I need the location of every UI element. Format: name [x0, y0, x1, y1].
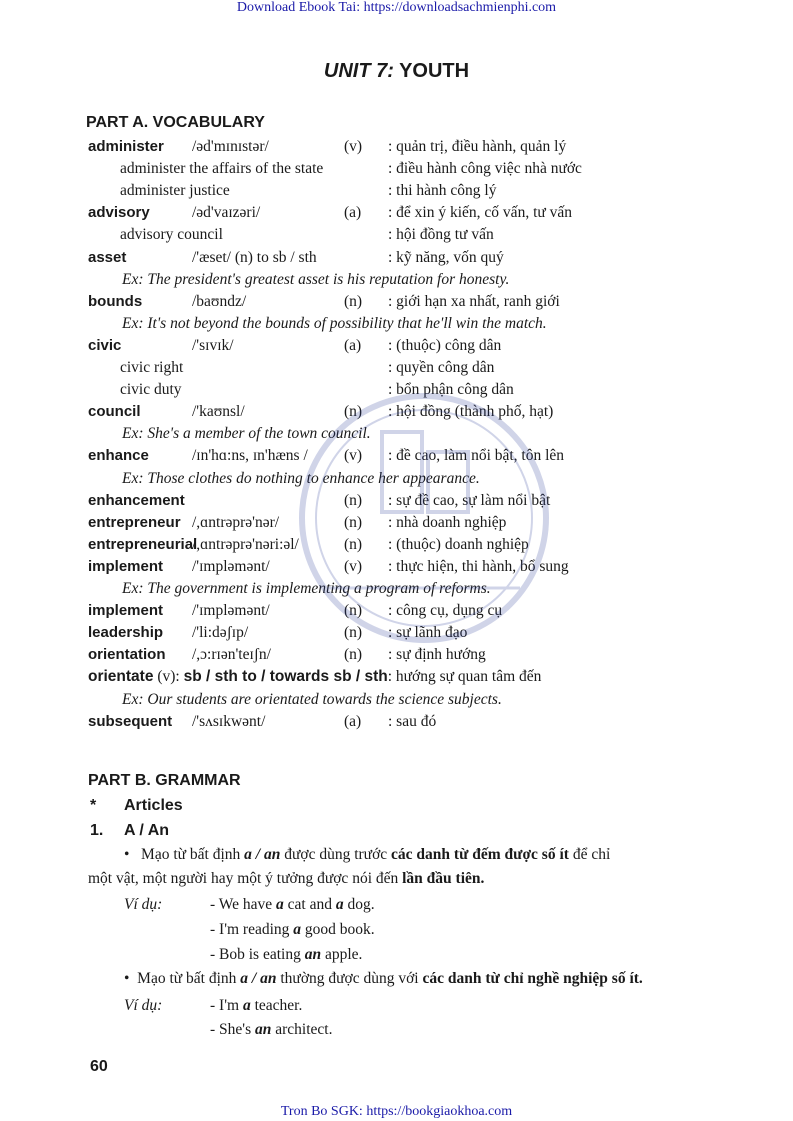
vocab-meaning: : kỹ năng, vốn quý: [388, 249, 504, 266]
vocab-meaning: : hội đồng tư vấn: [388, 226, 494, 243]
vocab-word-class: (n): [344, 646, 363, 663]
vocab-phonetic: /əd'mɪnɪstər/: [192, 138, 269, 155]
vocab-phrase-row: [0, 182, 793, 204]
vocab-phrase-row: [0, 160, 793, 182]
vocab-example: Ex: The president's greatest asset is his reputation for honesty.: [122, 271, 510, 288]
example-label-1: Ví dụ:: [124, 896, 163, 913]
vocab-word: implement: [88, 602, 164, 619]
vocab-word: civic: [88, 337, 122, 354]
part-a-heading: PART A. VOCABULARY: [86, 114, 265, 131]
vocab-meaning: : nhà doanh nghiệp: [388, 514, 507, 531]
unit-title-name: YOUTH: [399, 60, 470, 82]
section-title: A / An: [124, 822, 170, 839]
vocab-example: Ex: It's not beyond the bounds of possibility that he'll win the match.: [122, 315, 547, 332]
vocab-word-class: (a): [344, 337, 362, 354]
vocab-phrase: civic right: [120, 359, 184, 376]
vocab-phonetic: /'ɪmpləmənt/: [192, 602, 270, 619]
vocab-entry: [88, 668, 541, 686]
vocab-meaning: : quản trị, điều hành, quản lý: [388, 138, 567, 155]
vocab-meaning: : để xin ý kiến, cố vấn, tư vấn: [388, 204, 573, 221]
vocab-meaning: : công cụ, dụng cụ: [388, 602, 503, 619]
vocab-word-class: (n): [344, 293, 363, 310]
vocab-word: enhancement: [88, 492, 185, 509]
vocab-word-class: (n): [344, 624, 363, 641]
vocab-word: asset: [88, 249, 127, 266]
vocab-meaning: : hướng sự quan tâm đến: [387, 668, 542, 685]
vocab-meaning: : đề cao, làm nổi bật, tôn lên: [388, 447, 565, 464]
vocab-phonetic: /ɪn'hɑ:ns, ɪn'hæns /: [192, 447, 308, 464]
vocab-phonetic: /'kaʊnsl/: [192, 403, 245, 420]
vocab-word-class: (n): [344, 514, 363, 531]
vocab-entry: [0, 204, 793, 226]
vocab-word: orientate: [88, 668, 154, 685]
vocab-word: bounds: [88, 293, 143, 310]
vocab-entry: [0, 138, 793, 160]
vocab-word: implement: [88, 558, 164, 575]
vocab-meaning: : sự đề cao, sự làm nổi bật: [388, 492, 551, 509]
vocab-meaning: : (thuộc) công dân: [388, 337, 502, 354]
vocab-meaning: : quyền công dân: [388, 359, 495, 376]
vocab-word: entrepreneur: [88, 514, 181, 531]
vocab-entry: [0, 713, 793, 735]
vocab-phonetic: /,ɔ:rɪən'teɪʃn/: [192, 646, 271, 663]
unit-title-prefix: UNIT 7:: [323, 60, 394, 82]
vocab-meaning: : sự lãnh đạo: [388, 624, 468, 641]
example-1-1: - We have a cat and a dog.: [210, 896, 375, 913]
vocab-meaning: : thi hành công lý: [388, 182, 497, 199]
vocab-phrase: civic duty: [120, 381, 182, 398]
bullet-1-line-2: một vật, một người hay một ý tưởng được nói đến lần đầu tiên.: [88, 870, 485, 887]
vocab-phrase: advisory council: [120, 226, 223, 243]
vocab-phonetic: /əd'vaɪzəri/: [192, 204, 261, 221]
vocab-collocation: sb / sth to / towards sb / sth: [183, 668, 388, 685]
vocab-meaning: : sự định hướng: [388, 646, 486, 663]
unit-title: [0, 60, 793, 83]
vocab-meaning: : (thuộc) doanh nghiệp: [388, 536, 529, 553]
vocab-example: Ex: Our students are orientated towards the science subjects.: [122, 691, 502, 708]
vocab-word-class: (a): [344, 204, 362, 221]
articles-subheading: Articles: [124, 797, 183, 814]
vocab-example: Ex: She's a member of the town council.: [122, 425, 371, 442]
vocab-word-class: (v): [344, 447, 363, 464]
vocab-meaning: : sau đó: [388, 713, 437, 730]
vocab-example: Ex: Those clothes do nothing to enhance her appearance.: [122, 470, 480, 487]
vocab-meaning: : điều hành công việc nhà nước: [388, 160, 582, 177]
vocab-word: orientation: [88, 646, 166, 663]
vocab-meaning: : hội đồng (thành phố, hạt): [388, 403, 554, 420]
vocab-word-class: (n): [344, 403, 363, 420]
vocab-word: subsequent: [88, 713, 173, 730]
vocab-phrase: administer the affairs of the state: [120, 160, 324, 177]
vocab-entry: [0, 646, 793, 668]
section-number: 1.: [90, 822, 104, 839]
vocab-word: enhance: [88, 447, 149, 464]
vocab-word-class: (v): [344, 558, 363, 575]
vocab-entry: [0, 293, 793, 315]
vocab-meaning: : bổn phận công dân: [388, 381, 514, 398]
vocab-phrase-row: [0, 359, 793, 381]
vocab-word: council: [88, 403, 141, 420]
vocab-phonetic: /,ɑntrəprə'nəri:əl/: [192, 536, 299, 553]
vocab-phonetic: /,ɑntrəprə'nər/: [192, 514, 280, 531]
sgk-link[interactable]: Tron Bo SGK: https://bookgiaokhoa.com: [280, 1104, 513, 1119]
vocab-meaning: : thực hiện, thi hành, bổ sung: [388, 558, 569, 575]
example-label-2: Ví dụ:: [124, 997, 163, 1014]
example-1-3: - Bob is eating an apple.: [210, 946, 363, 963]
example-1-2: - I'm reading a good book.: [210, 921, 375, 938]
vocab-phonetic: /'ɪmpləmənt/: [192, 558, 270, 575]
vocab-phonetic: /'li:dəʃɪp/: [192, 624, 249, 641]
vocab-phonetic: /'æset/ (n) to sb / sth: [192, 249, 317, 266]
page-number: 60: [90, 1058, 108, 1075]
vocab-word-class: (a): [344, 713, 362, 730]
vocab-word: leadership: [88, 624, 164, 641]
vocab-word-class: (v): [344, 138, 363, 155]
vocab-word: advisory: [88, 204, 150, 221]
vocab-word: entrepreneurial: [88, 536, 198, 553]
vocab-phonetic: /'sɪvɪk/: [192, 337, 234, 354]
vocab-entry: [0, 337, 793, 359]
vocab-word-class: (n): [344, 492, 363, 509]
vocab-phrase: administer justice: [120, 182, 230, 199]
bullet-1-line-1: • Mạo từ bất định a / an được dùng trước các danh từ đếm được số ít để chỉ: [124, 846, 611, 863]
part-b-heading: PART B. GRAMMAR: [88, 772, 241, 789]
star-bullet: *: [90, 797, 97, 814]
vocab-word: administer: [88, 138, 164, 155]
vocab-word-class: (n): [344, 602, 363, 619]
example-2-1: - I'm a teacher.: [210, 997, 303, 1014]
vocab-phonetic: /'sʌsɪkwənt/: [192, 713, 266, 730]
bullet-2: • Mạo từ bất định a / an thường được dùng với các danh từ chỉ nghề nghiệp số ít.: [124, 970, 643, 987]
vocab-meaning: : giới hạn xa nhất, ranh giới: [388, 293, 560, 310]
vocab-word-class: (v):: [153, 668, 184, 685]
download-link[interactable]: Download Ebook Tai: https://downloadsachmienphi.com: [236, 0, 557, 15]
vocab-example: Ex: The government is implementing a program of reforms.: [122, 580, 491, 597]
watermark-logo: [298, 392, 550, 644]
vocab-phrase-row: [0, 226, 793, 248]
vocab-phonetic: /baʊndz/: [192, 293, 247, 310]
example-2-2: - She's an architect.: [210, 1021, 333, 1038]
vocab-word-class: (n): [344, 536, 363, 553]
vocab-entry: [0, 249, 793, 271]
